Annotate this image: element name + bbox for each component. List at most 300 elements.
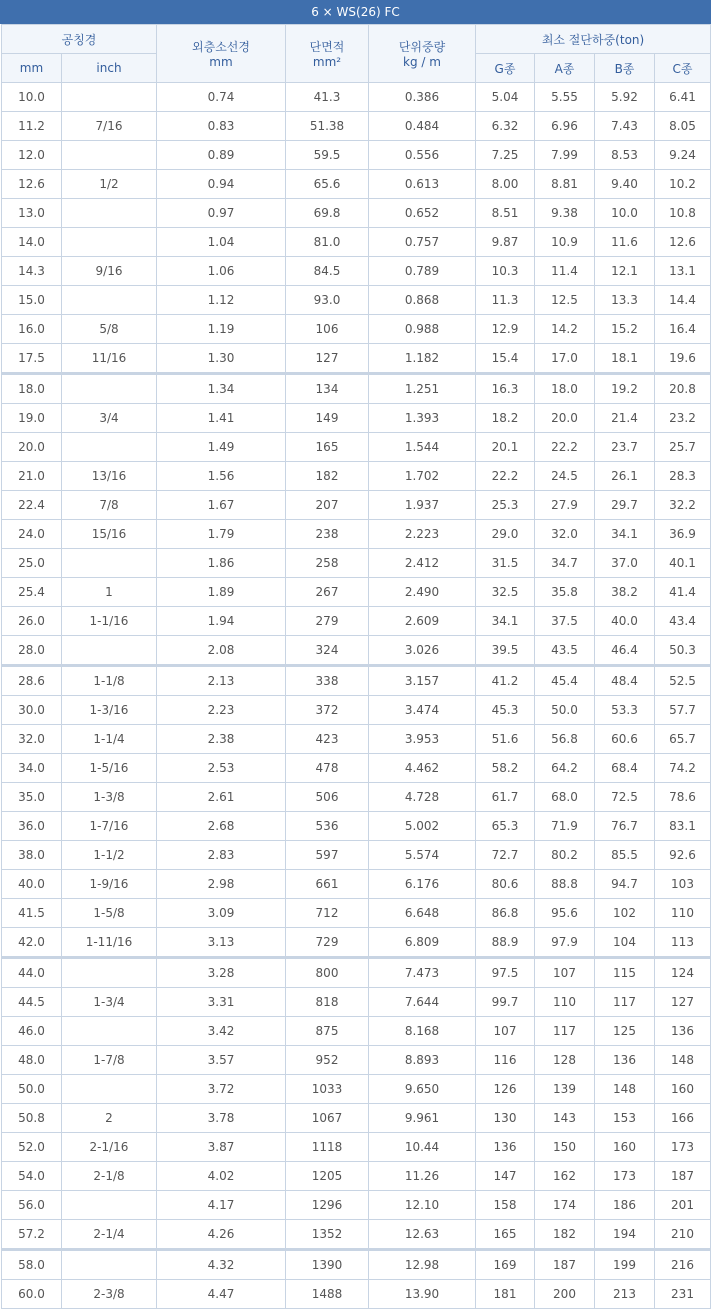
mm-header: mm (2, 54, 62, 83)
grade-a-cell: 10.9 (535, 228, 595, 257)
area-cell: 1296 (286, 1191, 369, 1220)
grade-c-cell: 136 (655, 1017, 711, 1046)
table-row (2, 344, 711, 374)
grade-g-cell: 25.3 (476, 491, 535, 520)
weight-cell: 0.789 (369, 257, 476, 286)
grade-g-cell: 58.2 (476, 754, 535, 783)
grade-c-cell: 50.3 (655, 636, 711, 666)
inch-cell: 2 (62, 1104, 157, 1133)
grade-a-cell: 110 (535, 988, 595, 1017)
weight-cell: 0.988 (369, 315, 476, 344)
grade-c-cell: 83.1 (655, 812, 711, 841)
area-cell: 69.8 (286, 199, 369, 228)
mm-cell: 15.0 (2, 286, 62, 315)
mm-cell: 28.6 (2, 666, 62, 696)
area-cell: 423 (286, 725, 369, 754)
outer-wire-cell: 4.02 (157, 1162, 286, 1191)
grade-b-cell: 12.1 (595, 257, 655, 286)
grade-c-cell: 40.1 (655, 549, 711, 578)
area-cell: 1488 (286, 1280, 369, 1309)
area-cell: 207 (286, 491, 369, 520)
grade-a-cell: 35.8 (535, 578, 595, 607)
inch-cell: 5/8 (62, 315, 157, 344)
outer-wire-cell: 0.97 (157, 199, 286, 228)
outer-wire-cell: 2.38 (157, 725, 286, 754)
inch-cell (62, 141, 157, 170)
area-label: 단면적 (309, 40, 345, 54)
grade-g-cell: 15.4 (476, 344, 535, 374)
inch-cell: 1-3/8 (62, 783, 157, 812)
table-row (2, 1220, 711, 1250)
area-cell: 800 (286, 958, 369, 988)
area-cell: 258 (286, 549, 369, 578)
area-cell: 84.5 (286, 257, 369, 286)
grade-c-cell: 19.6 (655, 344, 711, 374)
grade-b-cell: 68.4 (595, 754, 655, 783)
weight-cell: 1.937 (369, 491, 476, 520)
area-cell: 536 (286, 812, 369, 841)
outer-wire-unit: mm (209, 55, 233, 69)
outer-wire-cell: 2.68 (157, 812, 286, 841)
grade-a-cell: 5.55 (535, 83, 595, 112)
area-cell: 661 (286, 870, 369, 899)
area-cell: 1118 (286, 1133, 369, 1162)
inch-cell (62, 199, 157, 228)
table-row (2, 1046, 711, 1075)
grade-b-cell: 7.43 (595, 112, 655, 141)
table-row (2, 754, 711, 783)
inch-cell: 3/4 (62, 404, 157, 433)
grade-c-cell: 110 (655, 899, 711, 928)
mm-cell: 44.5 (2, 988, 62, 1017)
outer-wire-cell: 2.98 (157, 870, 286, 899)
grade-b-cell: 173 (595, 1162, 655, 1191)
grade-a-cell: 32.0 (535, 520, 595, 549)
weight-cell: 0.652 (369, 199, 476, 228)
table-row (2, 988, 711, 1017)
mm-cell: 40.0 (2, 870, 62, 899)
grade-a-cell: 71.9 (535, 812, 595, 841)
table-row (2, 666, 711, 696)
grade-a-cell: 56.8 (535, 725, 595, 754)
grade-g-cell: 86.8 (476, 899, 535, 928)
grade-c-cell: 52.5 (655, 666, 711, 696)
grade-c-cell: 201 (655, 1191, 711, 1220)
area-cell: 93.0 (286, 286, 369, 315)
table-row (2, 958, 711, 988)
grade-g-cell: 61.7 (476, 783, 535, 812)
table-row (2, 374, 711, 404)
grade-g-cell: 32.5 (476, 578, 535, 607)
grade-b-cell: 5.92 (595, 83, 655, 112)
inch-cell (62, 228, 157, 257)
outer-wire-cell: 1.04 (157, 228, 286, 257)
table-row (2, 170, 711, 199)
grade-a-cell: 12.5 (535, 286, 595, 315)
grade-b-cell: 10.0 (595, 199, 655, 228)
table-row (2, 1104, 711, 1133)
grade-b-cell: 94.7 (595, 870, 655, 899)
grade-c-cell: 127 (655, 988, 711, 1017)
grade-a-cell: 64.2 (535, 754, 595, 783)
outer-wire-cell: 0.89 (157, 141, 286, 170)
spec-table (1, 24, 711, 1309)
table-row (2, 491, 711, 520)
table-row (2, 812, 711, 841)
area-cell: 41.3 (286, 83, 369, 112)
weight-cell: 3.026 (369, 636, 476, 666)
grade-b-cell: 23.7 (595, 433, 655, 462)
grade-c-cell: 32.2 (655, 491, 711, 520)
table-row (2, 404, 711, 433)
weight-cell: 12.10 (369, 1191, 476, 1220)
inch-cell: 1-7/16 (62, 812, 157, 841)
grade-b-cell: 60.6 (595, 725, 655, 754)
weight-cell: 0.386 (369, 83, 476, 112)
inch-cell: 2-1/16 (62, 1133, 157, 1162)
weight-cell: 3.157 (369, 666, 476, 696)
grade-c-cell: 231 (655, 1280, 711, 1309)
grade-b-cell: 153 (595, 1104, 655, 1133)
mm-cell: 14.3 (2, 257, 62, 286)
mm-cell: 16.0 (2, 315, 62, 344)
inch-cell: 13/16 (62, 462, 157, 491)
grade-g-cell: 34.1 (476, 607, 535, 636)
weight-cell: 8.168 (369, 1017, 476, 1046)
area-cell: 875 (286, 1017, 369, 1046)
table-row (2, 870, 711, 899)
outer-wire-cell: 1.86 (157, 549, 286, 578)
inch-cell: 7/16 (62, 112, 157, 141)
outer-wire-cell: 1.79 (157, 520, 286, 549)
grade-b-cell: 186 (595, 1191, 655, 1220)
weight-cell: 5.002 (369, 812, 476, 841)
grade-c-cell: 12.6 (655, 228, 711, 257)
inch-cell: 1-1/16 (62, 607, 157, 636)
area-cell: 134 (286, 374, 369, 404)
grade-a-header: A종 (535, 54, 595, 83)
grade-g-cell: 147 (476, 1162, 535, 1191)
table-row (2, 1191, 711, 1220)
grade-b-cell: 115 (595, 958, 655, 988)
inch-cell: 2-1/4 (62, 1220, 157, 1250)
grade-g-cell: 181 (476, 1280, 535, 1309)
table-row (2, 725, 711, 754)
grade-a-cell: 17.0 (535, 344, 595, 374)
outer-wire-cell: 0.94 (157, 170, 286, 199)
grade-b-cell: 85.5 (595, 841, 655, 870)
outer-wire-cell: 1.89 (157, 578, 286, 607)
table-row (2, 257, 711, 286)
grade-b-cell: 46.4 (595, 636, 655, 666)
grade-b-cell: 11.6 (595, 228, 655, 257)
inch-cell: 1-3/16 (62, 696, 157, 725)
weight-cell: 2.223 (369, 520, 476, 549)
grade-a-cell: 128 (535, 1046, 595, 1075)
area-cell: 818 (286, 988, 369, 1017)
inch-cell: 1-5/8 (62, 899, 157, 928)
grade-b-cell: 72.5 (595, 783, 655, 812)
grade-a-cell: 18.0 (535, 374, 595, 404)
inch-cell (62, 1191, 157, 1220)
weight-cell: 1.182 (369, 344, 476, 374)
grade-g-cell: 22.2 (476, 462, 535, 491)
mm-cell: 54.0 (2, 1162, 62, 1191)
grade-g-cell: 5.04 (476, 83, 535, 112)
grade-g-cell: 31.5 (476, 549, 535, 578)
weight-cell: 3.474 (369, 696, 476, 725)
grade-g-cell: 165 (476, 1220, 535, 1250)
area-cell: 106 (286, 315, 369, 344)
grade-a-cell: 88.8 (535, 870, 595, 899)
weight-cell: 12.98 (369, 1250, 476, 1280)
area-cell: 1067 (286, 1104, 369, 1133)
grade-a-cell: 174 (535, 1191, 595, 1220)
grade-g-cell: 107 (476, 1017, 535, 1046)
outer-wire-cell: 3.42 (157, 1017, 286, 1046)
grade-c-cell: 20.8 (655, 374, 711, 404)
grade-b-cell: 136 (595, 1046, 655, 1075)
outer-wire-cell: 1.67 (157, 491, 286, 520)
area-cell: 597 (286, 841, 369, 870)
inch-cell: 1 (62, 578, 157, 607)
mm-cell: 42.0 (2, 928, 62, 958)
area-cell: 182 (286, 462, 369, 491)
grade-b-cell: 104 (595, 928, 655, 958)
mm-cell: 19.0 (2, 404, 62, 433)
outer-wire-cell: 4.26 (157, 1220, 286, 1250)
mm-cell: 36.0 (2, 812, 62, 841)
grade-a-cell: 37.5 (535, 607, 595, 636)
mm-cell: 41.5 (2, 899, 62, 928)
inch-cell (62, 83, 157, 112)
weight-cell: 13.90 (369, 1280, 476, 1309)
outer-wire-cell: 1.19 (157, 315, 286, 344)
grade-g-cell: 18.2 (476, 404, 535, 433)
mm-cell: 38.0 (2, 841, 62, 870)
table-row (2, 841, 711, 870)
table-row (2, 696, 711, 725)
grade-a-cell: 11.4 (535, 257, 595, 286)
grade-b-cell: 160 (595, 1133, 655, 1162)
mm-cell: 46.0 (2, 1017, 62, 1046)
inch-cell: 15/16 (62, 520, 157, 549)
grade-c-cell: 124 (655, 958, 711, 988)
grade-g-cell: 39.5 (476, 636, 535, 666)
mm-cell: 52.0 (2, 1133, 62, 1162)
grade-c-cell: 173 (655, 1133, 711, 1162)
grade-b-cell: 125 (595, 1017, 655, 1046)
inch-cell: 1-9/16 (62, 870, 157, 899)
mm-cell: 10.0 (2, 83, 62, 112)
grade-c-cell: 74.2 (655, 754, 711, 783)
inch-cell: 1-1/2 (62, 841, 157, 870)
grade-b-cell: 37.0 (595, 549, 655, 578)
mm-cell: 21.0 (2, 462, 62, 491)
outer-wire-cell: 2.53 (157, 754, 286, 783)
outer-wire-cell: 4.17 (157, 1191, 286, 1220)
grade-g-cell: 116 (476, 1046, 535, 1075)
grade-c-cell: 6.41 (655, 83, 711, 112)
outer-wire-cell: 0.83 (157, 112, 286, 141)
weight-cell: 8.893 (369, 1046, 476, 1075)
grade-a-cell: 97.9 (535, 928, 595, 958)
inch-cell: 2-1/8 (62, 1162, 157, 1191)
grade-a-cell: 95.6 (535, 899, 595, 928)
weight-cell: 2.412 (369, 549, 476, 578)
grade-b-header: B종 (595, 54, 655, 83)
weight-cell: 6.176 (369, 870, 476, 899)
outer-wire-cell: 3.78 (157, 1104, 286, 1133)
grade-b-cell: 13.3 (595, 286, 655, 315)
inch-cell: 1-5/16 (62, 754, 157, 783)
area-cell: 51.38 (286, 112, 369, 141)
area-cell: 165 (286, 433, 369, 462)
weight-cell: 4.728 (369, 783, 476, 812)
area-header (286, 25, 369, 83)
weight-cell: 12.63 (369, 1220, 476, 1250)
table-row (2, 636, 711, 666)
area-unit: mm² (312, 55, 342, 69)
outer-wire-cell: 1.06 (157, 257, 286, 286)
outer-wire-cell: 3.57 (157, 1046, 286, 1075)
inch-cell: 1-7/8 (62, 1046, 157, 1075)
outer-wire-cell: 2.13 (157, 666, 286, 696)
weight-cell: 2.490 (369, 578, 476, 607)
weight-cell: 6.809 (369, 928, 476, 958)
weight-unit: kg / m (403, 55, 441, 69)
weight-cell: 7.644 (369, 988, 476, 1017)
grade-g-cell: 136 (476, 1133, 535, 1162)
outer-wire-cell: 4.47 (157, 1280, 286, 1309)
table-row (2, 83, 711, 112)
weight-cell: 10.44 (369, 1133, 476, 1162)
mm-cell: 18.0 (2, 374, 62, 404)
outer-wire-cell: 3.31 (157, 988, 286, 1017)
outer-wire-label: 외층소선경 (192, 40, 250, 54)
outer-wire-cell: 1.56 (157, 462, 286, 491)
grade-a-cell: 8.81 (535, 170, 595, 199)
area-cell: 506 (286, 783, 369, 812)
grade-c-cell: 187 (655, 1162, 711, 1191)
grade-b-cell: 199 (595, 1250, 655, 1280)
area-cell: 81.0 (286, 228, 369, 257)
weight-cell: 5.574 (369, 841, 476, 870)
grade-c-cell: 65.7 (655, 725, 711, 754)
mm-cell: 56.0 (2, 1191, 62, 1220)
grade-g-cell: 169 (476, 1250, 535, 1280)
outer-wire-cell: 1.12 (157, 286, 286, 315)
grade-a-cell: 34.7 (535, 549, 595, 578)
grade-a-cell: 143 (535, 1104, 595, 1133)
grade-c-cell: 57.7 (655, 696, 711, 725)
grade-b-cell: 19.2 (595, 374, 655, 404)
inch-cell (62, 549, 157, 578)
grade-c-cell: 10.2 (655, 170, 711, 199)
grade-c-cell: 14.4 (655, 286, 711, 315)
grade-g-cell: 80.6 (476, 870, 535, 899)
grade-c-cell: 36.9 (655, 520, 711, 549)
grade-a-cell: 6.96 (535, 112, 595, 141)
weight-cell: 1.702 (369, 462, 476, 491)
grade-b-cell: 29.7 (595, 491, 655, 520)
table-row (2, 1133, 711, 1162)
grade-a-cell: 27.9 (535, 491, 595, 520)
grade-a-cell: 107 (535, 958, 595, 988)
grade-c-cell: 43.4 (655, 607, 711, 636)
table-row (2, 433, 711, 462)
outer-wire-cell: 3.87 (157, 1133, 286, 1162)
mm-cell: 28.0 (2, 636, 62, 666)
inch-cell: 1/2 (62, 170, 157, 199)
area-cell: 372 (286, 696, 369, 725)
inch-cell (62, 636, 157, 666)
mm-cell: 25.0 (2, 549, 62, 578)
weight-cell: 9.961 (369, 1104, 476, 1133)
grade-g-cell: 11.3 (476, 286, 535, 315)
grade-a-cell: 200 (535, 1280, 595, 1309)
mm-cell: 25.4 (2, 578, 62, 607)
weight-cell: 6.648 (369, 899, 476, 928)
outer-wire-cell: 1.49 (157, 433, 286, 462)
weight-cell: 3.953 (369, 725, 476, 754)
grade-a-cell: 22.2 (535, 433, 595, 462)
table-row (2, 578, 711, 607)
table-row (2, 228, 711, 257)
mm-cell: 50.0 (2, 1075, 62, 1104)
area-cell: 65.6 (286, 170, 369, 199)
outer-wire-cell: 3.09 (157, 899, 286, 928)
weight-cell: 0.556 (369, 141, 476, 170)
outer-wire-cell: 1.94 (157, 607, 286, 636)
grade-c-cell: 25.7 (655, 433, 711, 462)
grade-g-cell: 45.3 (476, 696, 535, 725)
area-cell: 324 (286, 636, 369, 666)
grade-b-cell: 40.0 (595, 607, 655, 636)
grade-g-cell: 51.6 (476, 725, 535, 754)
mm-cell: 24.0 (2, 520, 62, 549)
weight-cell: 1.544 (369, 433, 476, 462)
mm-cell: 60.0 (2, 1280, 62, 1309)
grade-c-cell: 216 (655, 1250, 711, 1280)
outer-wire-header (157, 25, 286, 83)
outer-wire-cell: 2.61 (157, 783, 286, 812)
area-cell: 338 (286, 666, 369, 696)
grade-a-cell: 9.38 (535, 199, 595, 228)
area-cell: 238 (286, 520, 369, 549)
grade-b-cell: 9.40 (595, 170, 655, 199)
mm-cell: 12.6 (2, 170, 62, 199)
mm-cell: 35.0 (2, 783, 62, 812)
table-row (2, 141, 711, 170)
grade-c-cell: 113 (655, 928, 711, 958)
inch-cell: 1-3/4 (62, 988, 157, 1017)
grade-b-cell: 26.1 (595, 462, 655, 491)
weight-cell: 0.757 (369, 228, 476, 257)
grade-a-cell: 20.0 (535, 404, 595, 433)
mm-cell: 30.0 (2, 696, 62, 725)
table-row (2, 286, 711, 315)
grade-a-cell: 14.2 (535, 315, 595, 344)
outer-wire-cell: 1.34 (157, 374, 286, 404)
inch-cell (62, 958, 157, 988)
weight-cell: 7.473 (369, 958, 476, 988)
grade-g-header: G종 (476, 54, 535, 83)
area-cell: 478 (286, 754, 369, 783)
area-cell: 1352 (286, 1220, 369, 1250)
grade-g-cell: 130 (476, 1104, 535, 1133)
inch-cell (62, 1250, 157, 1280)
